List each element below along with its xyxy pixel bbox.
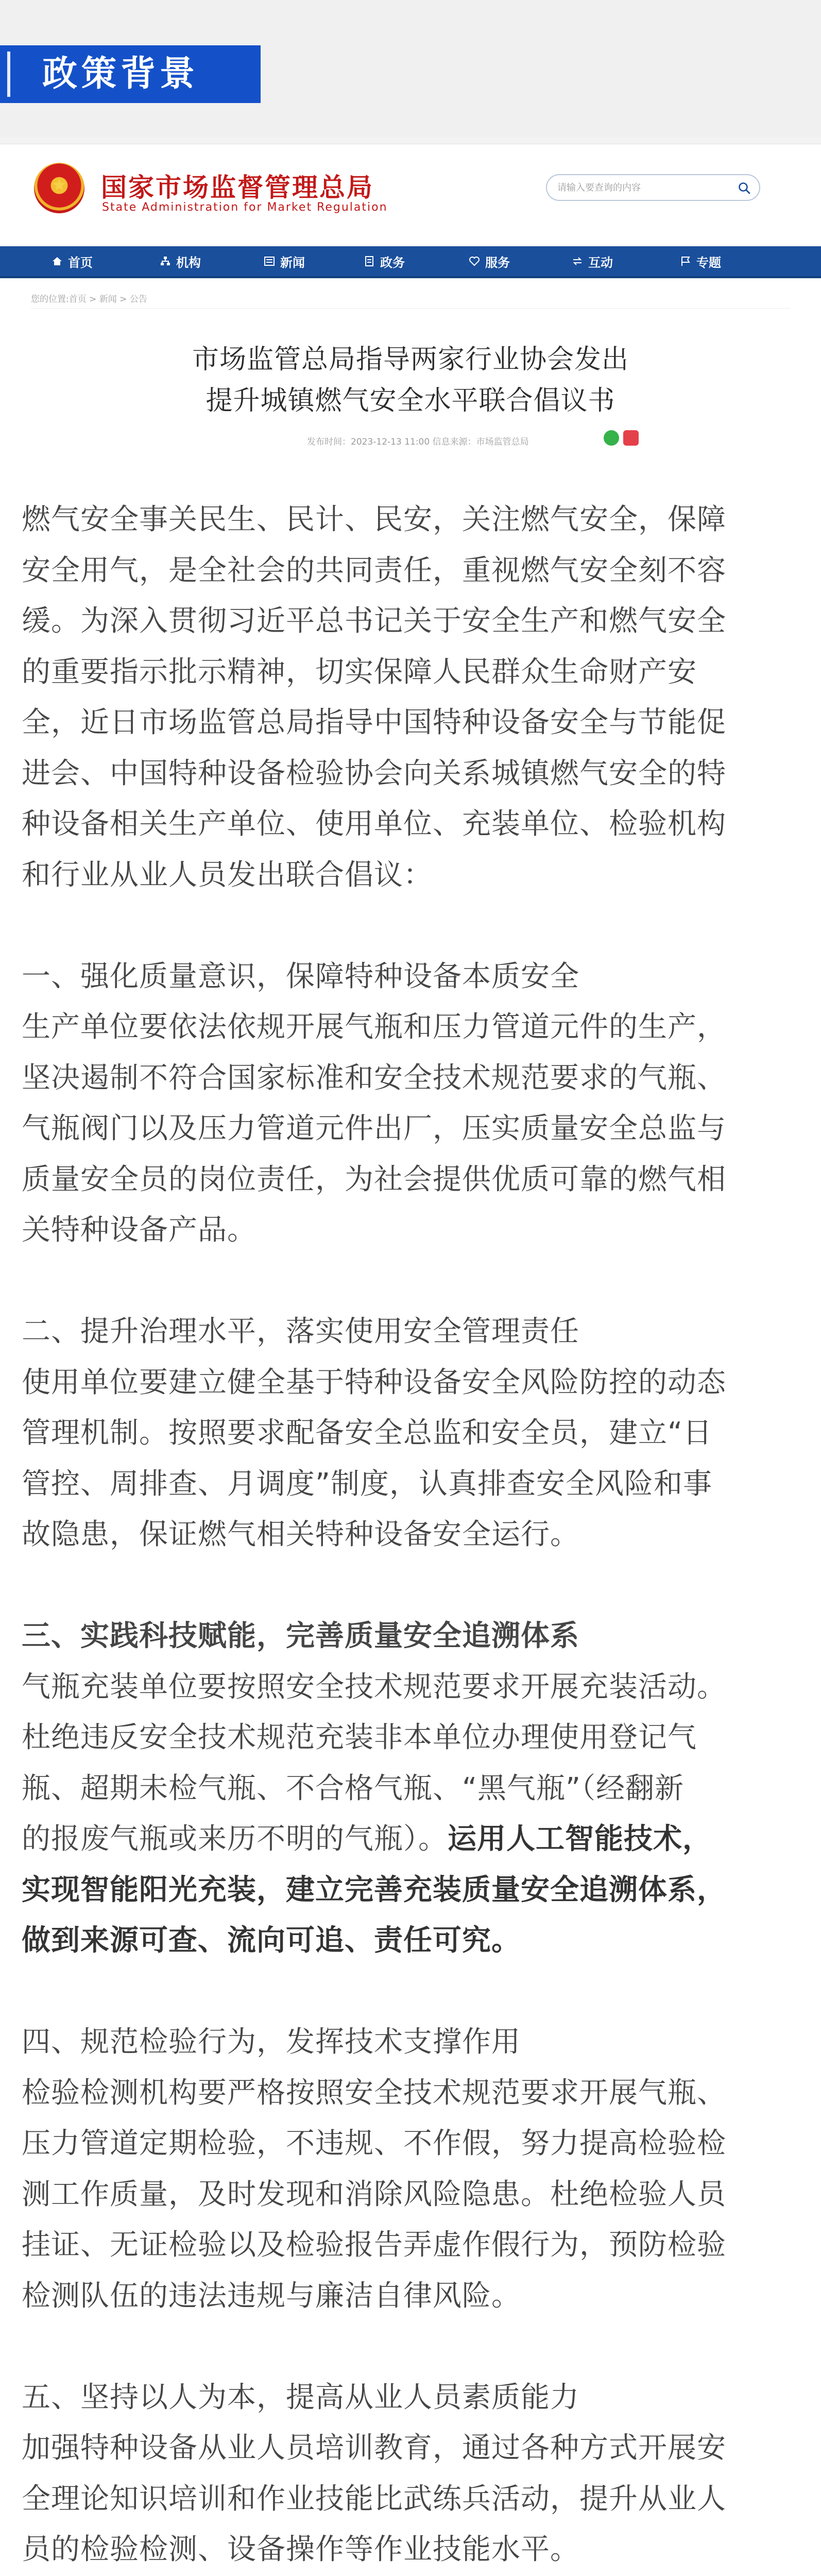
article-header-card [31,308,790,464]
national-emblem-icon [34,163,84,213]
heart-icon [469,256,480,267]
website-screenshot [0,137,821,464]
section-tag [0,45,261,103]
nav-services-label: 服务 [485,255,510,270]
weibo-share-icon[interactable] [623,430,639,446]
nav-services[interactable] [469,246,510,276]
section-3-heading: 三、实践科技赋能，完善质量安全追溯体系 [22,1619,579,1653]
paragraph-gap [22,901,799,952]
text-span: 的报废气瓶或来历不明的气瓶）。 [22,1822,448,1856]
search-input[interactable] [557,179,722,196]
text-line: 和行业从业人员发出联合倡议： [22,858,433,892]
section-1 [22,952,799,1256]
text-line: 气瓶充装单位要按照安全技术规范要求开展充装活动。 [22,1670,726,1704]
article-meta: 发布时间：2023-12-13 11:00 信息来源：市场监管总局 [307,437,529,447]
home-icon [52,256,63,267]
text-line: 燃气安全事关民生、民计、民安，关注燃气安全，保障 [22,503,726,536]
article-title-line1: 市场监管总局指导两家行业协会发出 [192,344,629,375]
nav-news[interactable] [264,246,305,276]
section-1-heading: 一、强化质量意识，保障特种设备本质安全 [22,959,579,993]
paragraph-gap [22,1561,799,1612]
section-5 [22,2372,799,2575]
nav-home-label: 首页 [68,255,93,270]
section-tag-label: 政策背景 [42,54,199,94]
text-line: 测工作质量，及时发现和消除风险隐患。杜绝检验人员 [22,2177,726,2211]
text-line: 检测队伍的违法违规与廉洁自律风险。 [22,2279,521,2313]
article-title-line2: 提升城镇燃气安全水平联合倡议书 [206,385,615,416]
section-5-heading: 五、坚持以人为本，提高从业人员素质能力 [22,2380,579,2414]
section-4-heading: 四、规范检验行为，发挥技术支撑作用 [22,2025,521,2059]
article-body [22,495,799,2576]
nav-interaction[interactable] [572,246,613,276]
nav-news-label: 新闻 [280,255,305,270]
text-line: 员的检验检测、设备操作等作业技能水平。 [22,2533,579,2566]
nav-organization[interactable] [160,246,201,276]
section-2 [22,1307,799,1561]
text-line: 坚决遏制不符合国家标准和安全技术规范要求的气瓶、 [22,1061,726,1095]
paragraph-gap [22,1967,799,2018]
site-name: 国家市场监督管理总局 [101,173,374,202]
text-line: 关特种设备产品。 [22,1213,256,1247]
nav-topics-label: 专题 [696,255,721,270]
text-line: 安全用气，是全社会的共同责任，重视燃气安全刻不容 [22,553,726,587]
nav-interaction-label: 互动 [588,255,613,270]
news-icon [264,256,275,267]
text-line: 管理机制。按照要求配备安全总监和安全员，建立“日 [22,1416,713,1450]
nav-home[interactable] [52,246,93,276]
text-line: 使用单位要建立健全基于特种设备安全风险防控的动态 [22,1365,726,1399]
breadcrumb: 您的位置:首页 > 新闻 > 公告 [31,294,147,304]
text-line: 全，近日市场监管总局指导中国特种设备安全与节能促 [22,706,726,739]
text-line: 生产单位要依法依规开展气瓶和压力管道元件的生产， [22,1010,726,1044]
text-line: 种设备相关生产单位、使用单位、充装单位、检验机构 [22,807,726,841]
nav-government-affairs-label: 政务 [380,255,405,270]
text-line: 全理论知识培训和作业技能比武练兵活动，提升从业人 [22,2482,726,2516]
text-line: 质量安全员的岗位责任，为社会提供优质可靠的燃气相 [22,1162,726,1196]
main-nav [0,246,821,278]
text-line: 的重要指示批示精神，切实保障人民群众生命财产安 [22,655,697,689]
flag-icon [680,256,691,267]
text-line: 故隐患，保证燃气相关特种设备安全运行。 [22,1518,579,1551]
text-line: 瓶、超期未检气瓶、不合格气瓶、“黑气瓶”（经翻新 [22,1771,685,1805]
intro-paragraph [22,495,799,901]
nav-government-affairs[interactable] [364,246,405,276]
search-box[interactable] [546,174,760,201]
text-line: 加强特种设备从业人员培训教育，通过各种方式开展安 [22,2431,726,2465]
text-line: 挂证、无证检验以及检验报告弄虚作假行为，预防检验 [22,2228,726,2262]
section-2-heading: 二、提升治理水平，落实使用安全管理责任 [22,1315,579,1348]
text-line: 进会、中国特种设备检验协会向关系城镇燃气安全的特 [22,756,726,790]
text-line: 杜绝违反安全技术规范充装非本单位办理使用登记气 [22,1721,697,1754]
paragraph-gap [22,1256,799,1307]
bold-text-line: 实现智能阳光充装，建立完善充装质量安全追溯体系， [22,1873,726,1907]
organization-icon [160,256,171,267]
search-icon[interactable] [738,181,751,195]
text-line-mixed [22,1814,799,1865]
bold-span: 运用人工智能技术， [448,1822,712,1856]
exchange-icon [572,256,583,267]
text-line: 检验检测机构要严格按照安全技术规范要求开展气瓶、 [22,2076,726,2110]
paragraph-gap [22,2321,799,2372]
text-line: 缓。为深入贯彻习近平总书记关于安全生产和燃气安全 [22,604,726,638]
top-utility-strip [0,137,821,144]
text-line: 管控、周排查、月调度”制度，认真排查安全风险和事 [22,1467,713,1501]
document-icon [364,256,375,267]
nav-organization-label: 机构 [176,255,201,270]
nav-topics[interactable] [680,246,721,276]
text-line: 压力管道定期检验，不违规、不作假，努力提高检验检 [22,2127,726,2160]
section-4 [22,2017,799,2321]
site-name-english: State Administration for Market Regulation [102,201,388,214]
section-3 [22,1611,799,1967]
wechat-share-icon[interactable] [604,430,619,446]
text-line: 气瓶阀门以及压力管道元件出厂，压实质量安全总监与 [22,1112,726,1145]
bold-text-line: 做到来源可查、流向可追、责任可究。 [22,1924,521,1957]
share-buttons [604,430,639,446]
